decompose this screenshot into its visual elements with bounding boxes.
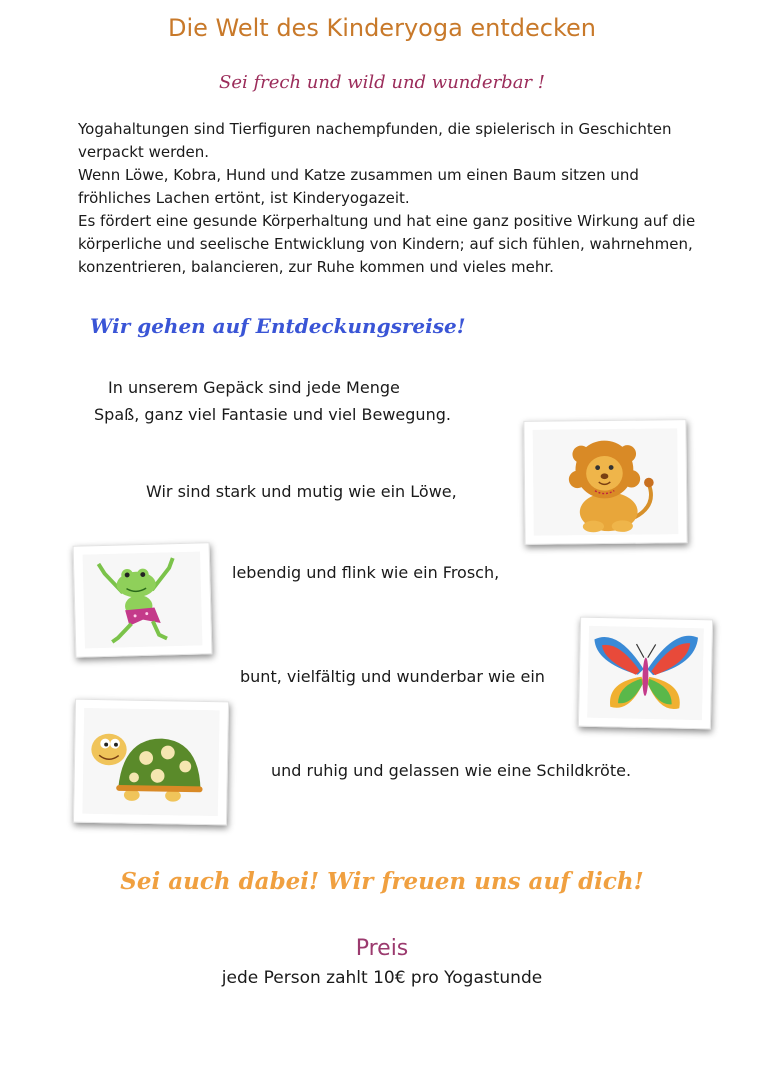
turtle-icon — [82, 708, 220, 816]
price-heading: Preis — [355, 936, 409, 961]
butterfly-icon — [587, 626, 704, 720]
lion-photo — [523, 419, 687, 545]
lion-icon — [532, 428, 678, 536]
frog-line: lebendig und flink wie ein Frosch, — [232, 563, 500, 582]
journey-heading: Wir gehen auf Entdeckungsreise! — [90, 314, 466, 338]
turtle-photo — [73, 699, 229, 826]
luggage-line-2: Spaß, ganz viel Fantasie und viel Bewegung. — [94, 405, 451, 424]
intro-line: Wenn Löwe, Kobra, Hund und Katze zusammen um einen Baum sitzen und fröhliches Lachen ertönt, ist Kinderyogazeit. — [78, 166, 639, 207]
page-subtitle: Sei frech und wild und wunderbar ! — [219, 72, 545, 93]
intro-line: Yogahaltungen sind Tierfiguren nachempfunden, die spielerisch in Geschichten verpackt werden. — [78, 120, 672, 161]
luggage-line-1: In unserem Gepäck sind jede Menge — [108, 378, 400, 397]
frog-photo — [73, 542, 213, 658]
turtle-line: und ruhig und gelassen wie eine Schildkröte. — [271, 761, 632, 780]
butterfly-photo — [578, 617, 713, 730]
call-to-action: Sei auch dabei! Wir freuen uns auf dich! — [120, 868, 644, 895]
intro-paragraph — [78, 118, 698, 279]
price-text: jede Person zahlt 10€ pro Yogastunde — [221, 968, 543, 988]
butterfly-line: bunt, vielfältig und wunderbar wie ein — [240, 667, 545, 686]
intro-line: Es fördert eine gesunde Körperhaltung und hat eine ganz positive Wirkung auf die körperliche und seelische Entwicklung von Kindern; auf sich fühlen, wahrnehmen, konzentrieren, balancieren, zur Ruhe kommen und vieles mehr. — [78, 212, 696, 276]
lion-line: Wir sind stark und mutig wie ein Löwe, — [146, 482, 457, 501]
page-title: Die Welt des Kinderyoga entdecken — [167, 14, 596, 42]
frog-icon — [82, 551, 203, 648]
